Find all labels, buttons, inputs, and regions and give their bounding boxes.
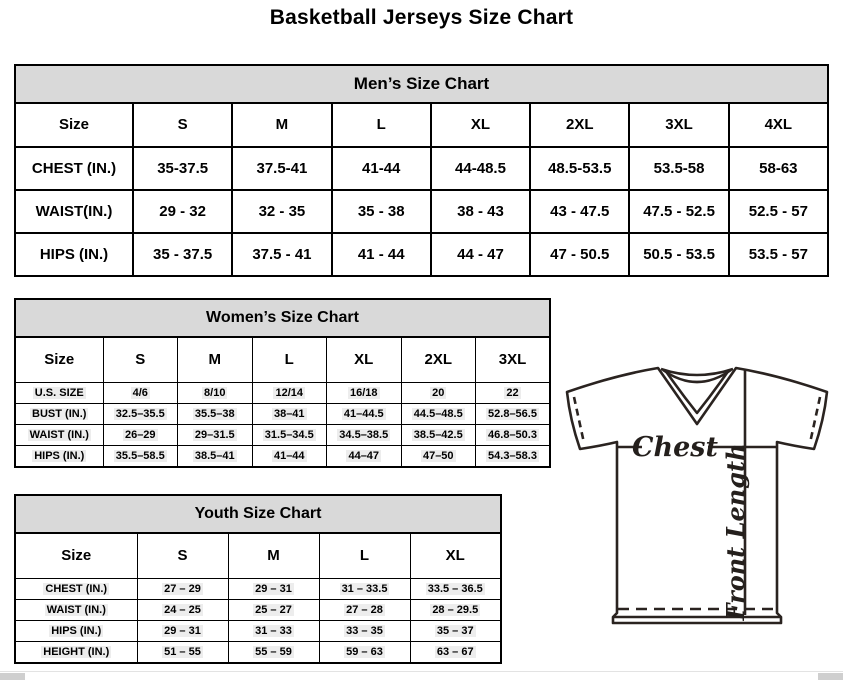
row-header-label: BUST (IN.) bbox=[32, 407, 87, 420]
row-header bbox=[15, 642, 137, 664]
jersey-outline bbox=[567, 368, 827, 623]
size-cell bbox=[252, 404, 327, 425]
chest-label: Chest bbox=[632, 432, 718, 463]
size-value: 16/18 bbox=[349, 386, 378, 399]
size-value: 31 – 33 bbox=[255, 624, 292, 637]
row-header-label: HEIGHT (IN.) bbox=[43, 645, 110, 658]
size-value: 32.5–35.5 bbox=[115, 407, 165, 420]
column-header: XL bbox=[431, 103, 530, 147]
size-cell: 41-44 bbox=[332, 147, 431, 190]
size-cell: 32 - 35 bbox=[232, 190, 331, 233]
row-header bbox=[15, 600, 137, 621]
row-header: CHEST (IN.) bbox=[15, 147, 133, 190]
page-title: Basketball Jerseys Size Chart bbox=[269, 6, 574, 29]
size-cell: 52.5 - 57 bbox=[729, 190, 828, 233]
column-header: 2XL bbox=[401, 337, 476, 383]
column-header: 4XL bbox=[729, 103, 828, 147]
size-cell: 53.5-58 bbox=[629, 147, 728, 190]
size-cell: 47 - 50.5 bbox=[530, 233, 629, 276]
column-header: Size bbox=[15, 103, 133, 147]
size-cell: 58-63 bbox=[729, 147, 828, 190]
size-value: 46.8–50.3 bbox=[488, 428, 537, 441]
size-cell bbox=[228, 621, 319, 642]
size-value: 55 – 59 bbox=[255, 645, 292, 658]
size-cell bbox=[103, 446, 178, 468]
column-header: S bbox=[103, 337, 178, 383]
column-header: 3XL bbox=[476, 337, 551, 383]
size-cell: 35 - 37.5 bbox=[133, 233, 232, 276]
front-length-label: Front Length bbox=[721, 443, 750, 621]
size-cell: 50.5 - 53.5 bbox=[629, 233, 728, 276]
size-value: 25 – 27 bbox=[255, 603, 292, 616]
size-value: 26–29 bbox=[124, 428, 156, 441]
size-cell bbox=[410, 579, 501, 600]
size-cell: 48.5-53.5 bbox=[530, 147, 629, 190]
column-header: 2XL bbox=[530, 103, 629, 147]
size-value: 31.5–34.5 bbox=[264, 428, 314, 441]
size-cell: 35 - 38 bbox=[332, 190, 431, 233]
row-header bbox=[15, 446, 103, 468]
column-header: Size bbox=[15, 533, 137, 579]
row-header-label: HIPS (IN.) bbox=[51, 624, 102, 637]
size-cell: 53.5 - 57 bbox=[729, 233, 828, 276]
size-cell bbox=[178, 425, 253, 446]
size-value: 29 – 31 bbox=[255, 582, 292, 595]
mens-size-table bbox=[14, 64, 829, 277]
column-header: M bbox=[232, 103, 331, 147]
size-value: 12/14 bbox=[275, 386, 304, 399]
size-value: 33.5 – 36.5 bbox=[427, 582, 483, 595]
size-cell: 47.5 - 52.5 bbox=[629, 190, 728, 233]
size-cell: 43 - 47.5 bbox=[530, 190, 629, 233]
row-header bbox=[15, 579, 137, 600]
size-value: 44–47 bbox=[348, 449, 380, 462]
column-header: 3XL bbox=[629, 103, 728, 147]
size-cell bbox=[476, 446, 551, 468]
size-value: 63 – 67 bbox=[436, 645, 474, 658]
size-cell bbox=[327, 446, 402, 468]
column-header: M bbox=[178, 337, 253, 383]
row-header bbox=[15, 621, 137, 642]
row-header bbox=[15, 383, 103, 404]
size-cell bbox=[178, 383, 253, 404]
womens-size-table bbox=[14, 298, 551, 468]
size-cell: 44 - 47 bbox=[431, 233, 530, 276]
size-value: 29 – 31 bbox=[164, 624, 201, 637]
row-header-label: HIPS (IN.) bbox=[34, 449, 85, 462]
womens-table-title: Women’s Size Chart bbox=[15, 299, 550, 337]
size-cell bbox=[401, 383, 476, 404]
size-cell bbox=[137, 642, 228, 664]
column-header: XL bbox=[327, 337, 402, 383]
column-header: M bbox=[228, 533, 319, 579]
size-cell: 37.5-41 bbox=[232, 147, 331, 190]
column-header: L bbox=[252, 337, 327, 383]
size-cell bbox=[103, 383, 178, 404]
size-value: 29–31.5 bbox=[194, 428, 235, 441]
row-header: WAIST(IN.) bbox=[15, 190, 133, 233]
size-value: 59 – 63 bbox=[346, 645, 383, 658]
size-cell: 44-48.5 bbox=[431, 147, 530, 190]
size-cell bbox=[327, 425, 402, 446]
size-cell: 41 - 44 bbox=[332, 233, 431, 276]
size-cell bbox=[178, 404, 253, 425]
size-cell bbox=[476, 425, 551, 446]
size-cell: 29 - 32 bbox=[133, 190, 232, 233]
size-cell bbox=[137, 600, 228, 621]
size-value: 20 bbox=[432, 386, 445, 399]
column-header: S bbox=[137, 533, 228, 579]
size-value: 51 – 55 bbox=[164, 645, 201, 658]
size-value: 27 – 28 bbox=[346, 603, 383, 616]
size-cell bbox=[103, 425, 178, 446]
size-cell bbox=[476, 383, 551, 404]
size-cell bbox=[401, 404, 476, 425]
size-cell bbox=[410, 600, 501, 621]
size-value: 22 bbox=[506, 386, 519, 399]
size-cell bbox=[228, 579, 319, 600]
column-header: L bbox=[319, 533, 410, 579]
size-cell bbox=[228, 600, 319, 621]
youth-table-title: Youth Size Chart bbox=[15, 495, 501, 533]
size-cell bbox=[319, 600, 410, 621]
size-cell bbox=[252, 425, 327, 446]
size-cell bbox=[319, 621, 410, 642]
size-cell bbox=[401, 425, 476, 446]
size-value: 33 – 35 bbox=[346, 624, 383, 637]
size-cell: 38 - 43 bbox=[431, 190, 530, 233]
size-cell bbox=[327, 404, 402, 425]
size-value: 38.5–42.5 bbox=[413, 428, 463, 441]
size-value: 35 – 37 bbox=[436, 624, 474, 637]
size-cell bbox=[252, 383, 327, 404]
column-header: XL bbox=[410, 533, 501, 579]
column-header: S bbox=[133, 103, 232, 147]
youth-size-table bbox=[14, 494, 502, 664]
row-header: HIPS (IN.) bbox=[15, 233, 133, 276]
size-cell bbox=[137, 621, 228, 642]
size-cell: 35-37.5 bbox=[133, 147, 232, 190]
row-header-label: U.S. SIZE bbox=[34, 386, 84, 399]
size-cell bbox=[410, 621, 501, 642]
size-value: 31 – 33.5 bbox=[341, 582, 388, 595]
size-cell bbox=[178, 446, 253, 468]
size-value: 35.5–58.5 bbox=[115, 449, 165, 462]
size-cell bbox=[137, 579, 228, 600]
size-value: 47–50 bbox=[422, 449, 454, 462]
size-value: 24 – 25 bbox=[164, 603, 201, 616]
size-value: 38.5–41 bbox=[194, 449, 235, 462]
column-header: L bbox=[332, 103, 431, 147]
size-value: 35.5–38 bbox=[194, 407, 235, 420]
size-cell bbox=[476, 404, 551, 425]
column-header: Size bbox=[15, 337, 103, 383]
size-value: 44.5–48.5 bbox=[413, 407, 463, 420]
size-value: 54.3–58.3 bbox=[488, 449, 537, 462]
size-cell bbox=[410, 642, 501, 664]
size-cell bbox=[103, 404, 178, 425]
size-cell bbox=[327, 383, 402, 404]
size-value: 41–44.5 bbox=[343, 407, 384, 420]
row-header-label: WAIST (IN.) bbox=[29, 428, 89, 441]
mens-table-title: Men’s Size Chart bbox=[15, 65, 828, 103]
size-value: 52.8–56.5 bbox=[488, 407, 537, 420]
size-value: 34.5–38.5 bbox=[339, 428, 389, 441]
row-header bbox=[15, 404, 103, 425]
size-value: 41–44 bbox=[273, 449, 305, 462]
size-value: 8/10 bbox=[204, 386, 226, 399]
size-value: 38–41 bbox=[273, 407, 305, 420]
size-value: 28 – 29.5 bbox=[432, 603, 479, 616]
size-cell: 37.5 - 41 bbox=[232, 233, 331, 276]
size-cell bbox=[401, 446, 476, 468]
row-header-label: CHEST (IN.) bbox=[45, 582, 108, 595]
jersey-diagram bbox=[556, 360, 842, 630]
size-value: 27 – 29 bbox=[164, 582, 201, 595]
size-value: 4/6 bbox=[132, 386, 148, 399]
row-header bbox=[15, 425, 103, 446]
size-cell bbox=[228, 642, 319, 664]
size-cell bbox=[252, 446, 327, 468]
size-cell bbox=[319, 642, 410, 664]
row-header-label: WAIST (IN.) bbox=[46, 603, 106, 616]
size-cell bbox=[319, 579, 410, 600]
